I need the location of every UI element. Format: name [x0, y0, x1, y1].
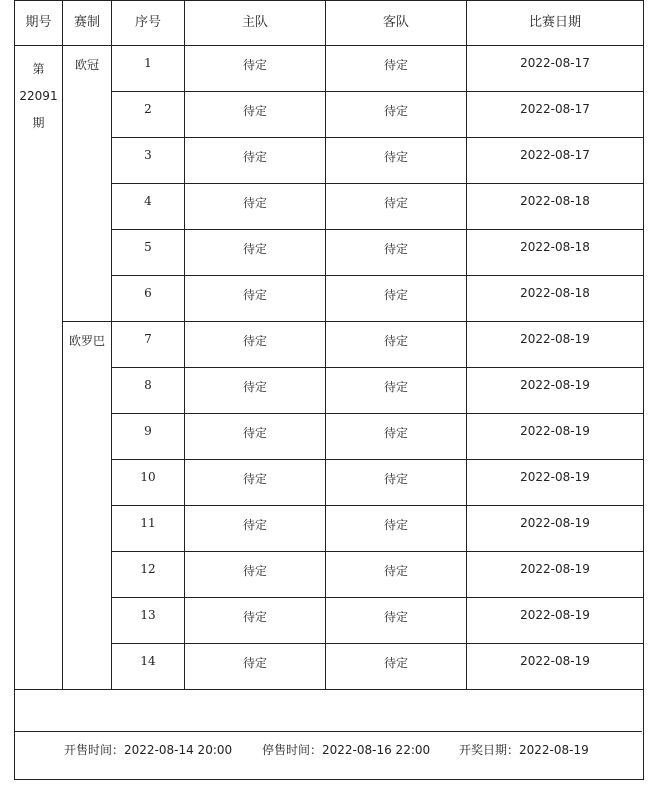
- period-line3: 期: [32, 116, 45, 130]
- match-date-cell: 2022-08-19: [467, 460, 644, 506]
- away-team-cell: 待定: [326, 92, 467, 138]
- seq-cell: 8: [112, 368, 185, 414]
- match-date-cell: 2022-08-19: [467, 414, 644, 460]
- header-away: 客队: [326, 1, 467, 46]
- blank-row: [14, 701, 642, 732]
- seq-cell: 10: [112, 460, 185, 506]
- match-date-cell: 2022-08-19: [467, 598, 644, 644]
- home-team-cell: 待定: [185, 184, 326, 230]
- header-date: 比赛日期: [467, 1, 644, 46]
- seq-cell: 1: [112, 46, 185, 92]
- away-team-cell: 待定: [326, 644, 467, 690]
- period-line1: 第: [32, 62, 45, 76]
- header-format: 赛制: [63, 1, 112, 46]
- seq-cell: 11: [112, 506, 185, 552]
- header-row: [15, 1, 644, 46]
- league-cell: 欧罗巴: [63, 322, 112, 690]
- away-team-cell: 待定: [326, 368, 467, 414]
- match-date-cell: 2022-08-19: [467, 644, 644, 690]
- seq-cell: 3: [112, 138, 185, 184]
- away-team-cell: 待定: [326, 414, 467, 460]
- away-team-cell: 待定: [326, 276, 467, 322]
- home-team-cell: 待定: [185, 368, 326, 414]
- away-team-cell: 待定: [326, 460, 467, 506]
- table-row: [15, 322, 644, 368]
- away-team-cell: 待定: [326, 598, 467, 644]
- seq-cell: 14: [112, 644, 185, 690]
- home-team-cell: 待定: [185, 322, 326, 368]
- match-date-cell: 2022-08-19: [467, 368, 644, 414]
- match-date-cell: 2022-08-17: [467, 138, 644, 184]
- sale-start-time: 开售时间：2022-08-14 20:00: [64, 743, 233, 757]
- period-cell: [15, 46, 63, 690]
- match-date-cell: 2022-08-17: [467, 92, 644, 138]
- header-home: 主队: [185, 1, 326, 46]
- table-row: [15, 46, 644, 92]
- home-team-cell: 待定: [185, 644, 326, 690]
- match-date-cell: 2022-08-18: [467, 276, 644, 322]
- home-team-cell: 待定: [185, 138, 326, 184]
- seq-cell: 7: [112, 322, 185, 368]
- draw-date: 开奖日期：2022-08-19: [459, 743, 589, 757]
- seq-cell: 5: [112, 230, 185, 276]
- home-team-cell: 待定: [185, 460, 326, 506]
- match-date-cell: 2022-08-18: [467, 230, 644, 276]
- away-team-cell: 待定: [326, 184, 467, 230]
- sale-stop-time: 停售时间：2022-08-16 22:00: [262, 743, 431, 757]
- away-team-cell: 待定: [326, 506, 467, 552]
- seq-cell: 6: [112, 276, 185, 322]
- sale-info-footer: [14, 732, 642, 779]
- home-team-cell: 待定: [185, 92, 326, 138]
- match-date-cell: 2022-08-19: [467, 322, 644, 368]
- header-period: 期号: [15, 1, 63, 46]
- seq-cell: 12: [112, 552, 185, 598]
- match-date-cell: 2022-08-19: [467, 552, 644, 598]
- period-line2: 22091: [19, 89, 58, 103]
- seq-cell: 4: [112, 184, 185, 230]
- match-date-cell: 2022-08-18: [467, 184, 644, 230]
- match-date-cell: 2022-08-17: [467, 46, 644, 92]
- home-team-cell: 待定: [185, 230, 326, 276]
- league-cell: 欧冠: [63, 46, 112, 322]
- header-seq: 序号: [112, 1, 185, 46]
- away-team-cell: 待定: [326, 138, 467, 184]
- away-team-cell: 待定: [326, 230, 467, 276]
- home-team-cell: 待定: [185, 276, 326, 322]
- home-team-cell: 待定: [185, 46, 326, 92]
- seq-cell: 2: [112, 92, 185, 138]
- seq-cell: 9: [112, 414, 185, 460]
- home-team-cell: 待定: [185, 414, 326, 460]
- match-date-cell: 2022-08-19: [467, 506, 644, 552]
- home-team-cell: 待定: [185, 598, 326, 644]
- home-team-cell: 待定: [185, 552, 326, 598]
- seq-cell: 13: [112, 598, 185, 644]
- schedule-table: [14, 0, 644, 690]
- away-team-cell: 待定: [326, 322, 467, 368]
- away-team-cell: 待定: [326, 552, 467, 598]
- home-team-cell: 待定: [185, 506, 326, 552]
- away-team-cell: 待定: [326, 46, 467, 92]
